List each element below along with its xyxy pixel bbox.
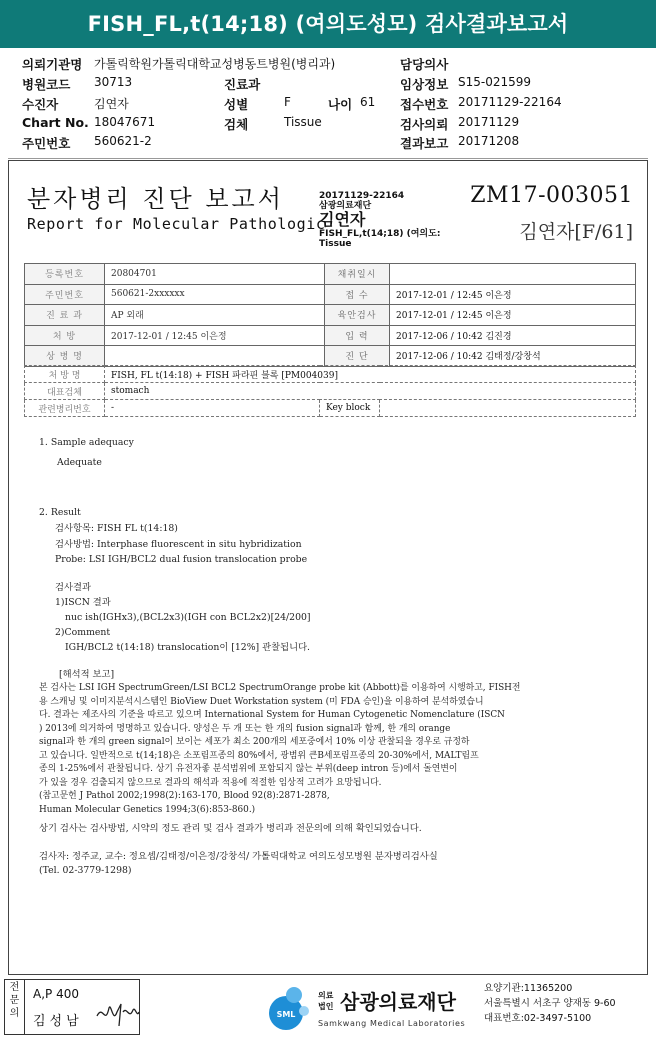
specialist-stamp bbox=[4, 979, 140, 1035]
specimen-sticker bbox=[319, 191, 459, 249]
sticker-test: FISH_FL,t(14;18) (여의도: bbox=[319, 229, 441, 239]
interpretation-text bbox=[39, 682, 521, 817]
interpretation-line: 다. 결과는 제조사의 기준을 따르고 있으며 International System for Human Cytogenetic Nomenclature (ISCN bbox=[39, 710, 505, 720]
signature-icon bbox=[95, 998, 141, 1030]
hospital-value: 가톨릭학원가톨릭대학교성병동트병원(병리과) bbox=[94, 57, 336, 71]
interpretation-line: signal과 한 개의 green signal이 보이는 세포가 최소 200개의 세포중에서 10% 이상 관찰되을 경우로 규정하 bbox=[39, 737, 470, 747]
specimen-value: Tissue bbox=[284, 115, 322, 129]
clinical-label: 임상정보 bbox=[400, 77, 449, 92]
age-value: 61 bbox=[360, 95, 376, 109]
receipt-value: 20171129-22164 bbox=[458, 95, 562, 109]
addr-street: 서울특별시 서초구 양재동 9-60 bbox=[484, 998, 616, 1009]
code-label: 병원코드 bbox=[22, 77, 71, 92]
id-label: 주민번호 bbox=[22, 136, 71, 151]
registration-cell-v2: 2017-12-01 / 12:45 이은정 bbox=[390, 305, 636, 326]
clinical-value: S15-021599 bbox=[458, 75, 532, 89]
chart-value: 18047671 bbox=[94, 115, 156, 129]
registration-row bbox=[25, 264, 636, 285]
case-number: ZM17-003051 bbox=[470, 183, 633, 208]
request-label: 검사의뢰 bbox=[400, 117, 449, 132]
interpretation-heading: [해석적 보고] bbox=[59, 669, 115, 680]
keyblock-label: Key block bbox=[320, 400, 380, 417]
registration-row bbox=[25, 305, 636, 326]
specimen-label: 검체 bbox=[224, 117, 249, 132]
org-name-en: Samkwang Medical Laboratories bbox=[318, 1019, 466, 1028]
id-value: 560621-2 bbox=[94, 134, 152, 148]
registration-cell-k2: 채취일시 bbox=[325, 264, 390, 285]
footer bbox=[0, 975, 656, 1042]
report-value: 20171208 bbox=[458, 134, 520, 148]
org-prefix-1: 의료 bbox=[318, 991, 334, 1000]
doctor-label: 담당의사 bbox=[400, 57, 449, 72]
sex-value: F bbox=[284, 95, 291, 109]
sticker-org: 삼광의료재단 bbox=[319, 201, 372, 211]
stamp-vertical-label: 전 문 의 bbox=[5, 980, 25, 1034]
registration-cell-k1: 주민번호 bbox=[25, 284, 105, 305]
registration-cell-k1: 처 방 bbox=[25, 325, 105, 346]
result-heading: 검사결과 bbox=[55, 582, 91, 593]
test-item: 검사항목: FISH FL t(14:18) bbox=[55, 523, 178, 534]
interpretation-line: 용 스캐닝 및 이미지분석시스템인 BioView Duet Workstation system (미 FDA 승인)을 이용하여 분석하였습니 bbox=[39, 696, 484, 707]
page-title: FISH_FL,t(14;18) (여의도성모) 검사결과보고서 bbox=[0, 0, 656, 48]
registration-cell-k2: 입 력 bbox=[325, 325, 390, 346]
patient-label: 수진자 bbox=[22, 97, 59, 112]
sticker-name: 김연자 bbox=[319, 210, 366, 229]
org-name: 삼광의료재단 bbox=[340, 990, 456, 1014]
confirmation-text: 상기 검사는 검사방법, 시약의 정도 관리 및 검사 결과가 병리과 전문의에 의해 확인되었습니다. bbox=[39, 823, 422, 834]
interpretation-line: Human Molecular Genetics 1994;3(6):853-860.) bbox=[39, 804, 256, 815]
receipt-label: 접수번호 bbox=[400, 97, 449, 112]
registration-cell-k2: 육안검사 bbox=[325, 305, 390, 326]
iscn-heading: 1)ISCN 결과 bbox=[55, 597, 111, 608]
section1-value: Adequate bbox=[57, 457, 102, 468]
interpretation-line: (참고문헌 J Pathol 2002;1998(2):163-170, Blood 92(8):2871-2878, bbox=[39, 791, 330, 801]
request-value: 20171129 bbox=[458, 115, 520, 129]
org-address bbox=[484, 981, 616, 1026]
report-title-ko: 분자병리 진단 보고서 bbox=[27, 185, 284, 213]
organ-key: 대표검체 bbox=[25, 383, 105, 400]
report-scan bbox=[8, 160, 648, 975]
comment-text: IGH/BCL2 t(14:18) translocation이 [12%] 관찰됩니다. bbox=[65, 642, 311, 653]
dept-label: 진료과 bbox=[224, 77, 261, 92]
report-label: 결과보고 bbox=[400, 136, 449, 151]
interpretation-line: 고 있습니다. 일반적으로 t(14;18)은 소포림프종의 80%에서, 광범위 큰B세포림프종의 20-30%에서, MALT림프 bbox=[39, 750, 479, 761]
tester-line: 검사자: 정주교, 교수: 정요셉/김태정/이은정/강창석/ 가톨릭대학교 여의도성모병원 분자병리검사실 bbox=[39, 851, 438, 862]
logo-small-dot-icon bbox=[299, 1006, 309, 1016]
sml-logo bbox=[266, 981, 481, 1036]
tel-line: (Tel. 02-3779-1298) bbox=[39, 865, 132, 876]
test-probe: Probe: LSI IGH/BCL2 dual fusion translocation probe bbox=[55, 554, 308, 565]
addr-phone: 대표번호:02-3497-5100 bbox=[484, 1013, 592, 1024]
registration-cell-k2: 진 단 bbox=[325, 346, 390, 367]
registration-cell-k1: 진 료 과 bbox=[25, 305, 105, 326]
order-value: FISH, FL t(14:18) + FISH 파라핀 블록 [PM004039] bbox=[105, 366, 636, 383]
test-method: 검사방법: Interphase fluorescent in situ hybridization bbox=[55, 539, 302, 550]
section1-heading: 1. Sample adequacy bbox=[39, 437, 134, 448]
interpretation-line: 가 있을 경우 검출되지 않으므로 결과의 해석과 적용에 적절한 임상적 고려가 요망됩니다. bbox=[39, 777, 382, 788]
order-key: 처 방 명 bbox=[25, 366, 105, 383]
registration-cell-v1: 560621-2xxxxxx bbox=[105, 284, 325, 305]
registration-cell-v1: AP 외래 bbox=[105, 305, 325, 326]
org-prefix-2: 법인 bbox=[318, 1002, 334, 1011]
age-label: 나이 bbox=[328, 97, 353, 112]
registration-cell-v1 bbox=[105, 346, 325, 367]
registration-cell-k2: 접 수 bbox=[325, 284, 390, 305]
organ-value: stomach bbox=[105, 383, 636, 400]
divider bbox=[8, 158, 648, 159]
registration-cell-v2: 2017-12-06 / 10:42 김진경 bbox=[390, 325, 636, 346]
registration-cell-v1: 2017-12-01 / 12:45 이은정 bbox=[105, 325, 325, 346]
related-key: 관련병리번호 bbox=[25, 400, 105, 417]
report-title-en: Report for Molecular Pathologic bbox=[27, 215, 326, 233]
registration-cell-v2 bbox=[390, 264, 636, 285]
registration-row bbox=[25, 284, 636, 305]
interpretation-line: ) 2013에 의거하여 명명하고 있습니다. 양성은 두 개 또는 한 개의 fusion signal과 함께, 한 개의 orange bbox=[39, 723, 451, 734]
registration-cell-v2: 2017-12-06 / 10:42 김태정/강창석 bbox=[390, 346, 636, 367]
registration-cell-k1: 상 병 명 bbox=[25, 346, 105, 367]
registration-row bbox=[25, 325, 636, 346]
registration-cell-k1: 등록번호 bbox=[25, 264, 105, 285]
section2-heading: 2. Result bbox=[39, 507, 81, 518]
comment-heading: 2)Comment bbox=[55, 627, 111, 638]
chart-label: Chart No. bbox=[22, 115, 89, 130]
stamp-code: A,P 400 bbox=[33, 987, 79, 1001]
case-patient: 김연자[F/61] bbox=[519, 221, 633, 243]
registration-cell-v1: 20804701 bbox=[105, 264, 325, 285]
logo-text: SML bbox=[276, 1010, 296, 1019]
iscn-result: nuc ish(IGHx3),(BCL2x3)(IGH con BCL2x2)[24/200] bbox=[65, 612, 311, 623]
logo-dot-icon bbox=[286, 987, 302, 1003]
sex-label: 성별 bbox=[224, 97, 249, 112]
interpretation-line: 본 검사는 LSI IGH SpectrumGreen/LSI BCL2 SpectrumOrange probe kit (Abbott)를 이용하여 시행하고, FISH전 bbox=[39, 683, 521, 693]
registration-row bbox=[25, 346, 636, 367]
code-value: 30713 bbox=[94, 75, 133, 89]
sticker-no: 20171129-22164 bbox=[319, 191, 405, 201]
addr-license: 요양기관:11365200 bbox=[484, 983, 573, 994]
keyblock-value bbox=[380, 400, 636, 417]
related-value: - bbox=[105, 400, 320, 417]
registration-table bbox=[24, 263, 636, 367]
patient-value: 김연자 bbox=[94, 97, 129, 111]
hospital-label: 의뢰기관명 bbox=[22, 57, 83, 72]
sticker-specimen: Tissue bbox=[319, 239, 352, 249]
stamp-name: 김성남 bbox=[33, 1014, 83, 1029]
order-table bbox=[24, 365, 636, 417]
interpretation-line: 종의 1-25%에서 관찰됩니다. 상기 유전자좋 분석범위에 포함되지 않는 부위(deep intron 등)에서 돌연변이 bbox=[39, 764, 458, 774]
registration-cell-v2: 2017-12-01 / 12:45 이은정 bbox=[390, 284, 636, 305]
